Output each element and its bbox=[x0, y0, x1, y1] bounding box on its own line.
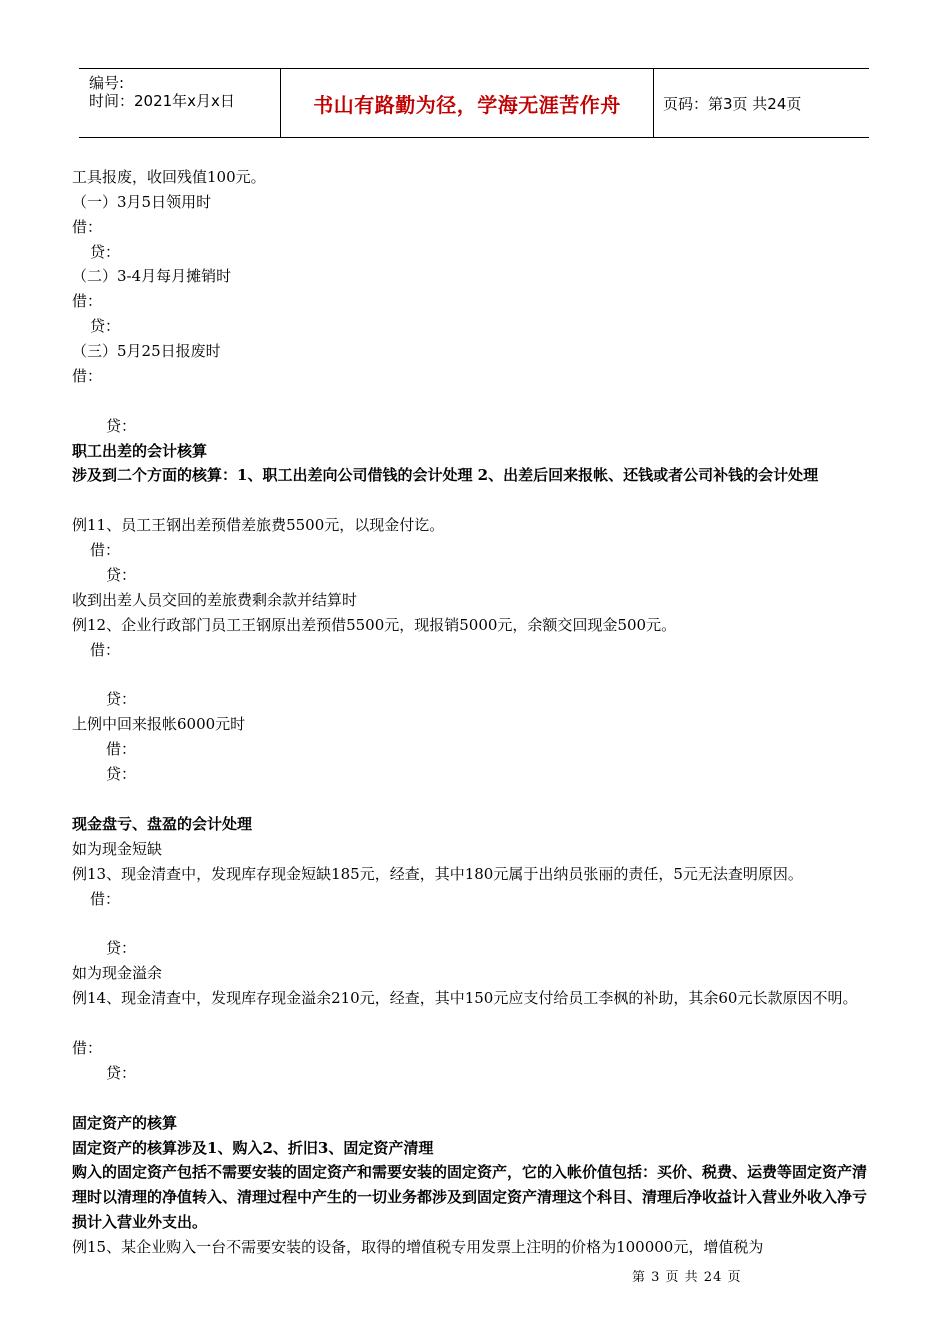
debit-label: 借： bbox=[90, 641, 121, 659]
debit-label: 借： bbox=[90, 890, 121, 908]
credit-label: 贷： bbox=[106, 939, 137, 957]
debit-label: 借： bbox=[90, 541, 121, 559]
section-heading: 现金盘亏、盘盈的会计处理 bbox=[72, 815, 253, 833]
example-line: 例11、员工王钢出差预借差旅费5500元，以现金付讫。 bbox=[72, 516, 445, 534]
text-line: 如为现金溢余 bbox=[72, 964, 163, 982]
example-line: 例14、现金清查中，发现库存现金溢余210元，经查，其中150元应支付给员工李枫的补助，其余60元长款原因不明。 bbox=[72, 989, 858, 1007]
credit-label: 贷： bbox=[106, 417, 137, 435]
text-line: （三）5月25日报废时 bbox=[72, 342, 221, 360]
credit-label: 贷： bbox=[106, 566, 137, 584]
header-page-cell bbox=[654, 69, 869, 137]
credit-label: 贷： bbox=[106, 765, 137, 783]
debit-label: 借： bbox=[106, 740, 137, 758]
credit-label: 贷： bbox=[106, 690, 137, 708]
header-motto-cell bbox=[281, 69, 654, 137]
text-line: （二）3-4月每月摊销时 bbox=[72, 267, 232, 285]
text-line: 上例中回来报帐6000元时 bbox=[72, 715, 246, 733]
credit-label: 贷： bbox=[90, 317, 121, 335]
debit-label: 借： bbox=[72, 367, 103, 385]
text-line: 工具报废，收回残值100元。 bbox=[72, 168, 266, 186]
section-heading: 固定资产的核算 bbox=[72, 1114, 178, 1132]
time-label: 时间：2021年x月x日 bbox=[89, 92, 235, 110]
example-line: 例13、现金清查中，发现库存现金短缺185元，经查，其中180元属于出纳员张丽的责任，5元无法查明原因。 bbox=[72, 865, 803, 883]
section-paragraph: 购入的固定资产包括不需要安装的固定资产和需要安装的固定资产，它的入帐价值包括：买价、税费、运费等固定资产清理时以清理的净值转入、清理过程中产生的一切业务都涉及到固定资产清理这个科目、清理后净收益计入营业外收入净亏损计入营业外支出。 bbox=[72, 1163, 868, 1231]
credit-label: 贷： bbox=[106, 1064, 137, 1082]
section-intro: 涉及到二个方面的核算：1、职工出差向公司借钱的会计处理 2、出差后回来报帐、还钱或者公司补钱的会计处理 bbox=[72, 466, 819, 484]
header-info-cell bbox=[79, 69, 281, 137]
motto-text: 书山有路勤为径，学海无涯苦作舟 bbox=[313, 92, 621, 117]
section-heading: 职工出差的会计核算 bbox=[72, 442, 208, 460]
example-line: 例15、某企业购入一台不需要安装的设备，取得的增值税专用发票上注明的价格为100000元，增值税为 bbox=[72, 1238, 764, 1256]
text-line: （一）3月5日领用时 bbox=[72, 193, 212, 211]
example-line: 例12、企业行政部门员工王钢原出差预借5500元，现报销5000元，余额交回现金500元。 bbox=[72, 616, 677, 634]
page-code: 页码：第3页 共24页 bbox=[663, 94, 802, 113]
debit-label: 借： bbox=[72, 218, 103, 236]
debit-label: 借： bbox=[72, 292, 103, 310]
number-label: 编号: bbox=[89, 74, 125, 92]
text-line: 如为现金短缺 bbox=[72, 840, 163, 858]
text-line: 收到出差人员交回的差旅费剩余款并结算时 bbox=[72, 591, 358, 609]
section-subheading: 固定资产的核算涉及1、购入2、折旧3、固定资产清理 bbox=[72, 1139, 434, 1157]
credit-label: 贷： bbox=[90, 243, 121, 261]
document-header bbox=[79, 68, 869, 138]
page-footer: 第 3 页 共 24 页 bbox=[632, 1270, 742, 1285]
debit-label: 借： bbox=[72, 1039, 103, 1057]
